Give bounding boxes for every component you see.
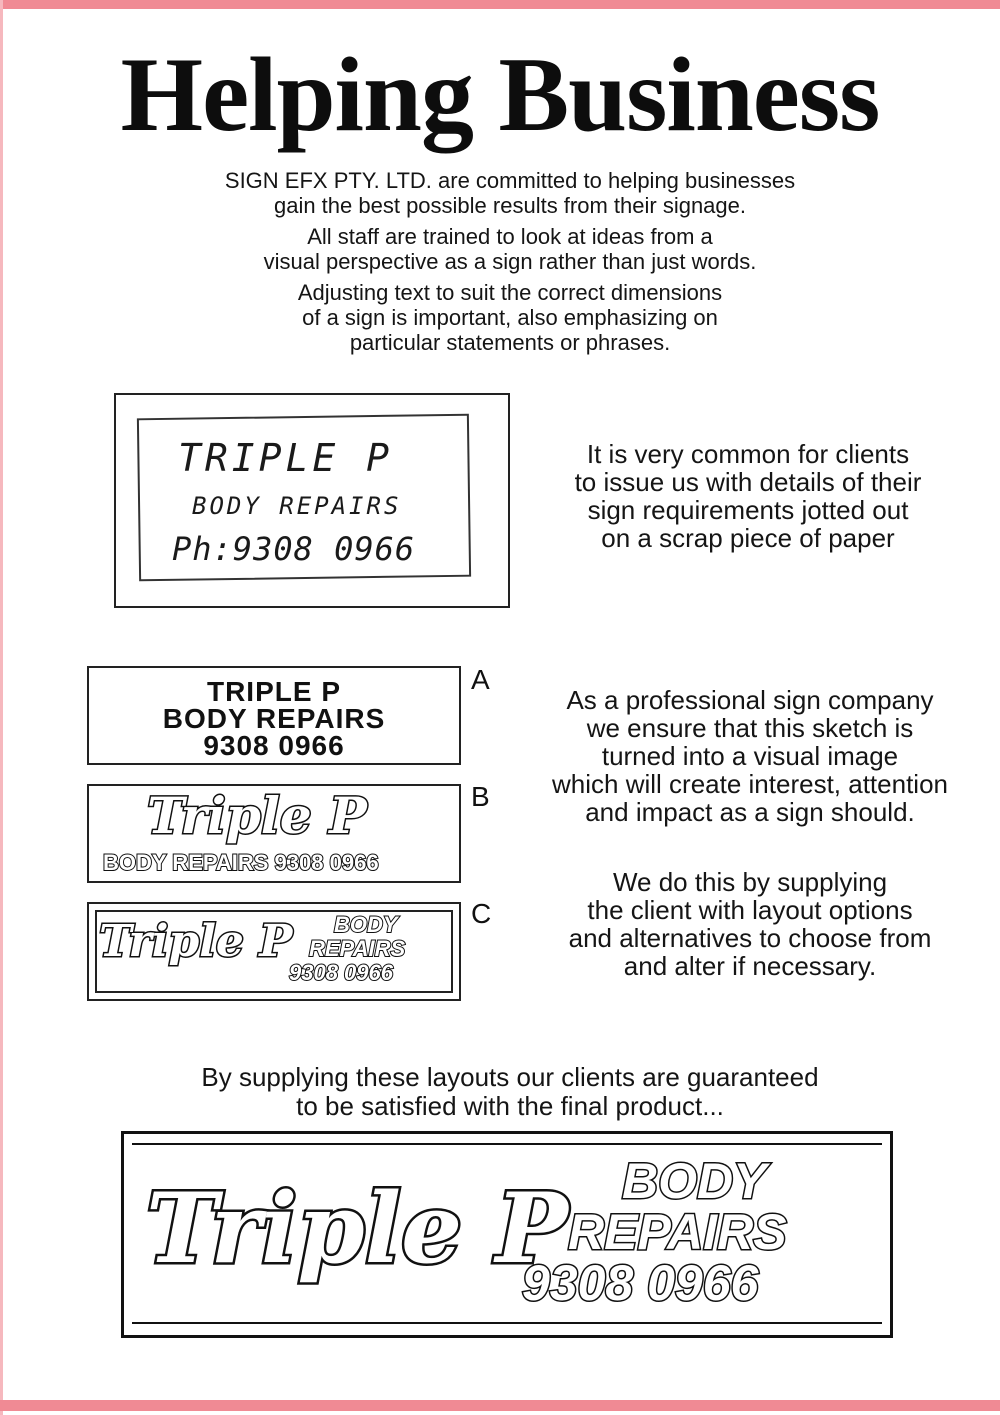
layout-b-bottom-line: BODY REPAIRS 9308 0966 [103, 850, 379, 875]
final-sign-line-2: REPAIRS [568, 1204, 787, 1260]
layout-c-sign [87, 902, 461, 1001]
final-sign-script: Triple P [146, 1172, 568, 1285]
layout-a-sign [87, 666, 461, 765]
sketch-line-3: Ph:9308 0966 [172, 530, 416, 568]
layout-b-label: B [471, 781, 490, 812]
layout-b-script: Triple P [147, 786, 367, 845]
layout-a-line-1: TRIPLE P [206, 676, 341, 707]
layout-c-label: C [471, 898, 492, 929]
sketch-caption: It is very common for clients to issue us with details of their sign requirements jotted out on a scrap piece of paper [574, 439, 922, 553]
final-sign-line-3: 9308 0966 [522, 1255, 759, 1311]
layout-c-script: Triple P [99, 916, 293, 967]
final-sign-bottom-rule [132, 1322, 882, 1324]
layouts-caption-1: As a professional sign company we ensure that this sketch is turned into a visual image which will create interest, attention and impact as a sign should. [552, 685, 948, 827]
intro-paragraph-3: Adjusting text to suit the correct dimensions of a sign is important, also emphasizing on particular statements or phrases. [297, 280, 723, 355]
layout-b-sign [87, 784, 461, 883]
top-accent-border [0, 0, 1000, 9]
intro-paragraph-2: All staff are trained to look at ideas from a visual perspective as a sign rather than just words. [263, 224, 757, 274]
intro-paragraph-1: SIGN EFX PTY. LTD. are committed to helping businesses gain the best possible results from their signage. [224, 168, 796, 218]
layout-a-line-3: 9308 0966 [203, 730, 345, 761]
layout-c-line-1: BODY [334, 912, 398, 937]
left-accent-border [0, 0, 3, 1415]
sketch-line-1: TRIPLE P [178, 436, 394, 480]
final-sign-line-1: BODY [622, 1153, 767, 1209]
layouts-caption-2: We do this by supplying the client with layout options and alternatives to choose from and alter if necessary. [568, 867, 932, 981]
layout-c-line-3: 9308 0966 [289, 960, 393, 985]
bottom-accent-border [0, 1400, 1000, 1411]
closing-statement: By supplying these layouts our clients are guaranteed to be satisfied with the final product... [201, 1062, 819, 1121]
page-title: Helping Business [120, 36, 880, 153]
layout-c-line-2: REPAIRS [309, 936, 406, 961]
layout-a-line-2: BODY REPAIRS [162, 703, 386, 734]
layout-a-label: A [471, 664, 490, 695]
sketch-line-2: BODY REPAIRS [192, 492, 402, 520]
final-sign-top-rule [132, 1143, 882, 1145]
